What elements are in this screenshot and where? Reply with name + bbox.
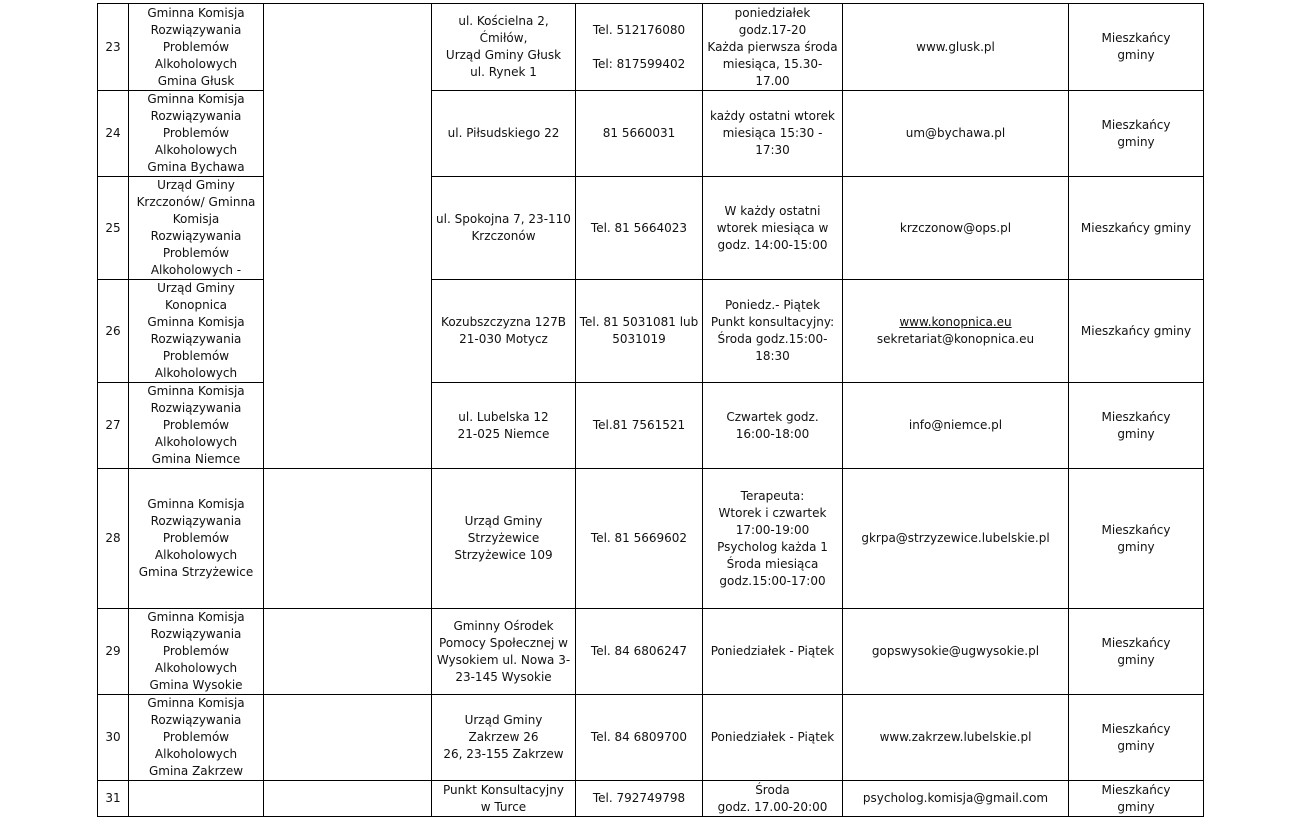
contact-link[interactable]: info@niemce.pl bbox=[908, 418, 1003, 432]
phone: Tel. 792749798 bbox=[576, 781, 703, 817]
blank-cell bbox=[264, 609, 432, 695]
target-group: Mieszkańcy gminy bbox=[1069, 280, 1204, 383]
institution-name: Gminna Komisja Rozwiązywania Problemów Alkoholowych Gmina Bychawa bbox=[129, 91, 264, 177]
contact-link[interactable]: krzczonow@ops.pl bbox=[899, 220, 1012, 235]
row-number: 28 bbox=[98, 469, 129, 609]
blank-cell bbox=[264, 469, 432, 609]
table-row bbox=[98, 177, 1204, 280]
office-hours: Poniedziałek - Piątek bbox=[703, 609, 843, 695]
contact bbox=[843, 695, 1069, 781]
target-group: Mieszkańcy gminy bbox=[1069, 383, 1204, 469]
address: Gminny Ośrodek Pomocy Społecznej w Wysokiem ul. Nowa 3- 23-145 Wysokie bbox=[432, 609, 576, 695]
row-number: 24 bbox=[98, 91, 129, 177]
contact bbox=[843, 383, 1069, 469]
target-group: Mieszkańcy gminy bbox=[1069, 695, 1204, 781]
institution-name: Urząd Gminy Konopnica Gminna Komisja Rozwiązywania Problemów Alkoholowych bbox=[129, 280, 264, 383]
office-hours: Poniedziałek - Piątek bbox=[703, 695, 843, 781]
contact-link[interactable]: www.glusk.pl bbox=[916, 39, 995, 54]
address: Urząd Gminy Zakrzew 26 26, 23-155 Zakrzew bbox=[432, 695, 576, 781]
address: Punkt Konsultacyjny w Turce bbox=[432, 781, 576, 817]
address: ul. Kościelna 2, Ćmiłów, Urząd Gminy Głusk ul. Rynek 1 bbox=[432, 4, 576, 91]
contact bbox=[843, 280, 1069, 383]
address: ul. Piłsudskiego 22 bbox=[432, 91, 576, 177]
phone: Tel. 84 6806247 bbox=[576, 609, 703, 695]
row-number: 31 bbox=[98, 781, 129, 817]
blank-cell bbox=[264, 4, 432, 91]
contact-link[interactable]: um@bychawa.pl bbox=[905, 126, 1006, 140]
office-hours: każdy ostatni wtorek miesiąca 15:30 - 17:30 bbox=[703, 91, 843, 177]
table-row bbox=[98, 781, 1204, 817]
contact-link[interactable]: psycholog.komisja@gmail.com bbox=[862, 791, 1049, 805]
office-hours: Środa godz. 17.00-20:00 bbox=[703, 781, 843, 817]
row-number: 23 bbox=[98, 4, 129, 91]
office-hours: poniedziałek godz.17-20 Każda pierwsza środa miesiąca, 15.30- 17.00 bbox=[703, 4, 843, 91]
institution-name: Gminna Komisja Rozwiązywania Problemów Alkoholowych Gmina Niemce bbox=[129, 383, 264, 469]
table-row bbox=[98, 695, 1204, 781]
target-group: Mieszkańcy gminy bbox=[1069, 91, 1204, 177]
blank-cell bbox=[264, 383, 432, 469]
office-hours: W każdy ostatni wtorek miesiąca w godz. 14:00-15:00 bbox=[703, 177, 843, 280]
target-group: Mieszkańcy gminy bbox=[1069, 4, 1204, 91]
website-link[interactable]: www.konopnica.eu bbox=[899, 315, 1012, 329]
table-row bbox=[98, 383, 1204, 469]
blank-cell bbox=[264, 781, 432, 817]
office-hours: Terapeuta: Wtorek i czwartek 17:00-19:00 Psycholog każda 1 Środa miesiąca godz.15:00-17:00 bbox=[703, 469, 843, 609]
table-row bbox=[98, 469, 1204, 609]
institution-name bbox=[129, 781, 264, 817]
address: Urząd Gminy Strzyżewice Strzyżewice 109 bbox=[432, 469, 576, 609]
target-group: Mieszkańcy gminy bbox=[1069, 177, 1204, 280]
email-link[interactable]: sekretariat@konopnica.eu bbox=[876, 332, 1035, 346]
contact bbox=[843, 4, 1069, 91]
phone: Tel. 84 6809700 bbox=[576, 695, 703, 781]
phone: Tel. 81 5664023 bbox=[576, 177, 703, 280]
phone: Tel. 81 5669602 bbox=[576, 469, 703, 609]
contact-link[interactable]: gopswysokie@ugwysokie.pl bbox=[871, 644, 1040, 658]
blank-cell bbox=[264, 91, 432, 177]
table-row bbox=[98, 91, 1204, 177]
table-row bbox=[98, 280, 1204, 383]
office-hours: Czwartek godz. 16:00-18:00 bbox=[703, 383, 843, 469]
contact bbox=[843, 781, 1069, 817]
contact bbox=[843, 609, 1069, 695]
blank-cell bbox=[264, 177, 432, 280]
contact bbox=[843, 469, 1069, 609]
institution-name: Gminna Komisja Rozwiązywania Problemów Alkoholowych Gmina Wysokie bbox=[129, 609, 264, 695]
table-row bbox=[98, 609, 1204, 695]
address: Kozubszczyzna 127B 21-030 Motycz bbox=[432, 280, 576, 383]
contact-link[interactable]: www.zakrzew.lubelskie.pl bbox=[879, 730, 1032, 744]
institution-name: Gminna Komisja Rozwiązywania Problemów Alkoholowych Gmina Strzyżewice bbox=[129, 469, 264, 609]
document-table bbox=[97, 3, 1204, 817]
phone: 81 5660031 bbox=[576, 91, 703, 177]
blank-cell bbox=[264, 695, 432, 781]
contact bbox=[843, 91, 1069, 177]
row-number: 25 bbox=[98, 177, 129, 280]
target-group: Mieszkańcy gminy bbox=[1069, 469, 1204, 609]
blank-cell bbox=[264, 280, 432, 383]
institution-name: Gminna Komisja Rozwiązywania Problemów Alkoholowych Gmina Zakrzew bbox=[129, 695, 264, 781]
contact-link[interactable]: gkrpa@strzyzewice.lubelskie.pl bbox=[861, 531, 1050, 545]
institution-name: Urząd Gminy Krzczonów/ Gminna Komisja Rozwiązywania Problemów Alkoholowych - bbox=[129, 177, 264, 280]
phone: Tel.81 7561521 bbox=[576, 383, 703, 469]
target-group: Mieszkańcy gminy bbox=[1069, 781, 1204, 817]
office-hours: Poniedz.- Piątek Punkt konsultacyjny: Środa godz.15:00- 18:30 bbox=[703, 280, 843, 383]
row-number: 30 bbox=[98, 695, 129, 781]
phone: Tel. 81 5031081 lub 5031019 bbox=[576, 280, 703, 383]
row-number: 27 bbox=[98, 383, 129, 469]
contact bbox=[843, 177, 1069, 280]
row-number: 26 bbox=[98, 280, 129, 383]
address: ul. Spokojna 7, 23-110 Krzczonów bbox=[432, 177, 576, 280]
phone: Tel. 512176080 Tel: 817599402 bbox=[576, 4, 703, 91]
institution-name: Gminna Komisja Rozwiązywania Problemów Alkoholowych Gmina Głusk bbox=[129, 4, 264, 91]
target-group: Mieszkańcy gminy bbox=[1069, 609, 1204, 695]
row-number: 29 bbox=[98, 609, 129, 695]
table-row bbox=[98, 4, 1204, 91]
address: ul. Lubelska 12 21-025 Niemce bbox=[432, 383, 576, 469]
